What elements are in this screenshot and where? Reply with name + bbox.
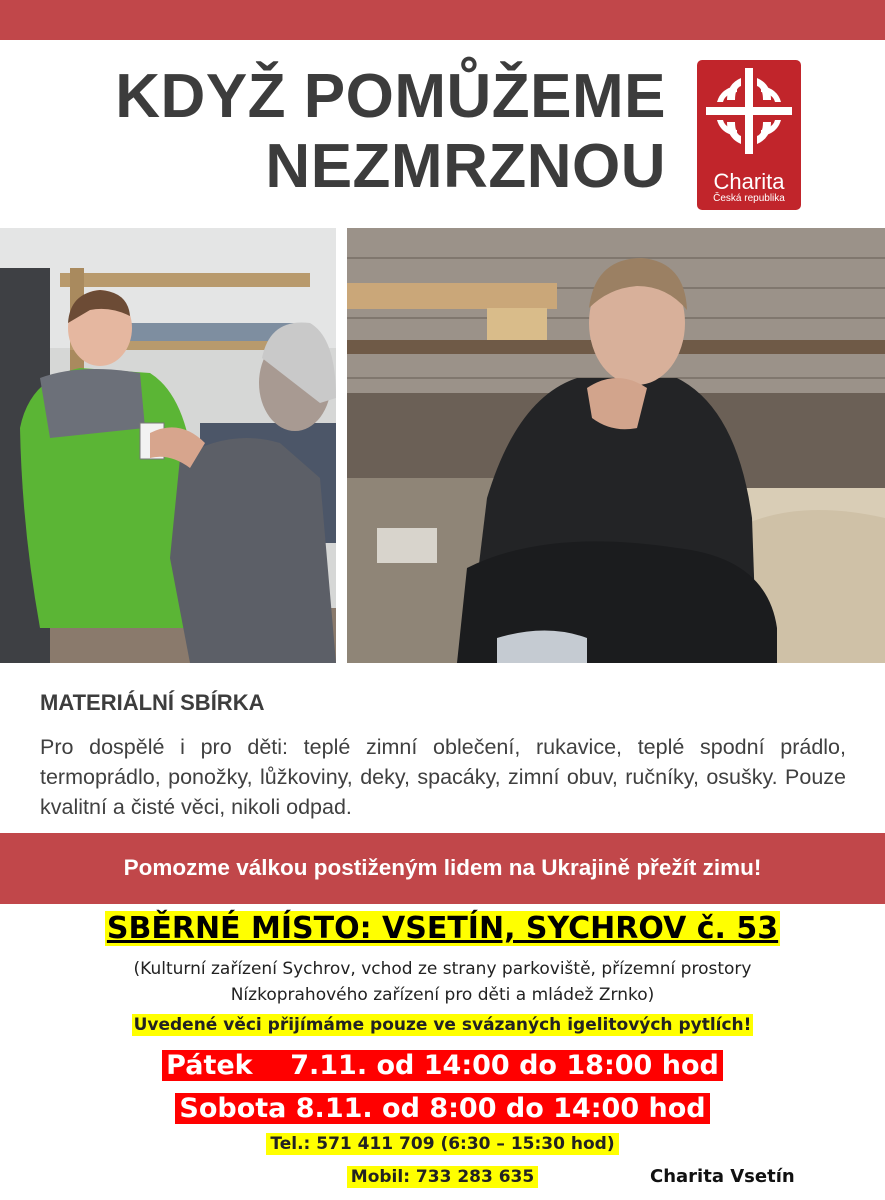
collection-place [0, 910, 885, 948]
place-note-line-1: (Kulturní zařízení Sychrov, vchod ze strany parkoviště, přízemní prostory [133, 959, 752, 979]
place-note-line-2: Nízkoprahového zařízení pro děti a mládež Zrnko) [230, 985, 655, 1005]
schedule-saturday-text: Sobota 8.11. od 8:00 do 14:00 hod [175, 1093, 709, 1124]
collection-text: Pro dospělé i pro děti: teplé zimní oblečení, rukavice, teplé spodní prádlo, termoprádlo, ponožky, lůžkoviny, deky, spacáky, zimní obuv, ručníky, osušky. Pouze kvalitní a čisté věci, nikoli odpad. [40, 735, 846, 819]
top-color-band [0, 0, 885, 40]
photo-boy-basement [347, 228, 885, 663]
banner-text: Pomozme válkou postiženým lidem na Ukrajině přežít zimu! [123, 855, 762, 880]
contact-tel [0, 1131, 885, 1157]
contact-mobil-text: Mobil: 733 283 635 [347, 1166, 538, 1188]
place-note [0, 956, 885, 1008]
warning-line [0, 1013, 885, 1037]
photo-boy-green-jacket [0, 228, 336, 663]
logo-name: Charita [713, 169, 785, 194]
schedule-friday-text: Pátek 7.11. od 14:00 do 18:00 hod [162, 1050, 723, 1081]
warning-text: Uvedené věci přijímáme pouze ve svázaných igelitových pytlích! [133, 1015, 752, 1035]
charita-logo [697, 60, 801, 210]
schedule-friday [0, 1045, 885, 1087]
headline [66, 62, 666, 202]
schedule-saturday [0, 1088, 885, 1130]
organization-signature: Charita Vsetín [650, 1166, 795, 1187]
charita-cross-icon [697, 60, 801, 170]
headline-line-1: KDYŽ POMŮŽEME [115, 62, 666, 131]
headline-line-2: NEZMRZNOU [265, 132, 666, 201]
logo-subtitle: Česká republika [713, 193, 785, 204]
contact-tel-text: Tel.: 571 411 709 (6:30 – 15:30 hod) [266, 1133, 618, 1155]
place-label: SBĚRNÉ MÍSTO: VSETÍN, SYCHROV č. 53 [106, 911, 779, 946]
collection-title: MATERIÁLNÍ SBÍRKA [40, 690, 265, 715]
